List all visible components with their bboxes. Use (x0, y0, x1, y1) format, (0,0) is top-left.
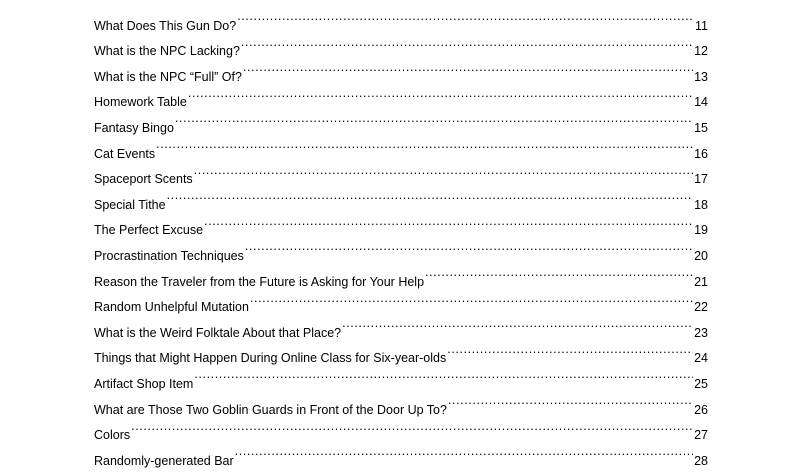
toc-entry-page[interactable]: 24 (694, 351, 708, 366)
toc-entry-title[interactable]: Homework Table (94, 95, 187, 110)
toc-entry-page[interactable]: 12 (694, 44, 708, 59)
toc-dot-leader (156, 132, 693, 158)
toc-dot-leader (250, 286, 693, 312)
toc-entry[interactable] (94, 106, 708, 135)
toc-entry[interactable] (94, 132, 708, 161)
toc-dot-leader (342, 311, 693, 337)
toc-entry-title[interactable]: What is the NPC “Full” Of? (94, 69, 242, 84)
toc-entry-page[interactable]: 16 (694, 146, 708, 161)
toc-entry[interactable] (94, 158, 708, 187)
toc-entry-title[interactable]: Randomly-generated Bar (94, 453, 234, 468)
toc-dot-leader (235, 439, 693, 465)
toc-entry-page[interactable]: 13 (694, 69, 708, 84)
toc-dot-leader (204, 209, 693, 235)
toc-entry-page[interactable]: 17 (694, 172, 708, 187)
toc-entry-title[interactable]: Reason the Traveler from the Future is Asking for Your Help (94, 274, 425, 289)
table-of-contents (94, 4, 708, 468)
toc-entry-page[interactable]: 11 (695, 18, 708, 33)
toc-entry-title[interactable]: Random Unhelpful Mutation (94, 300, 249, 315)
toc-entry-page[interactable]: 21 (694, 274, 708, 289)
toc-dot-leader (243, 55, 693, 81)
toc-entry[interactable] (94, 209, 708, 238)
toc-entry[interactable] (94, 414, 708, 443)
toc-entry[interactable] (94, 4, 708, 33)
toc-entry-page[interactable]: 14 (694, 95, 708, 110)
toc-dot-leader (241, 30, 693, 56)
toc-dot-leader (167, 183, 694, 209)
toc-entry-title[interactable]: What is the NPC Lacking? (94, 44, 240, 59)
toc-dot-leader (194, 158, 693, 184)
toc-entry-title[interactable]: Fantasy Bingo (94, 120, 174, 135)
toc-entry-title[interactable]: Colors (94, 428, 131, 443)
toc-entry-page[interactable]: 27 (694, 428, 708, 443)
toc-dot-leader (425, 260, 693, 286)
toc-entry-page[interactable]: 15 (694, 120, 708, 135)
toc-entry-title[interactable]: Cat Events (94, 146, 156, 161)
toc-dot-leader (447, 337, 693, 363)
toc-entry-title[interactable]: Special Tithe (94, 197, 166, 212)
toc-entry-page[interactable]: 18 (694, 197, 708, 212)
toc-entry-title[interactable]: The Perfect Excuse (94, 223, 204, 238)
toc-entry-title[interactable]: Spaceport Scents (94, 172, 193, 187)
toc-entry-title[interactable]: Artifact Shop Item (94, 376, 194, 391)
toc-entry-page[interactable]: 25 (694, 376, 708, 391)
toc-entry-title[interactable]: Procrastination Techniques (94, 248, 244, 263)
toc-dot-leader (245, 234, 693, 260)
toc-entry[interactable] (94, 439, 708, 468)
toc-entry-page[interactable]: 20 (694, 248, 708, 263)
toc-entry-page[interactable]: 19 (694, 223, 708, 238)
toc-entry-page[interactable]: 22 (694, 300, 708, 315)
toc-entry-page[interactable]: 23 (694, 325, 708, 340)
toc-entry-page[interactable]: 28 (694, 453, 708, 468)
toc-dot-leader (194, 362, 693, 388)
toc-dot-leader (237, 4, 694, 30)
toc-entry-title[interactable]: What are Those Two Goblin Guards in Front of the Door Up To? (94, 402, 447, 417)
toc-dot-leader (131, 414, 693, 440)
toc-dot-leader (448, 388, 693, 414)
toc-entry-title[interactable]: Things that Might Happen During Online Class for Six-year-olds (94, 351, 447, 366)
toc-dot-leader (175, 106, 693, 132)
toc-entry-title[interactable]: What is the Weird Folktale About that Place? (94, 325, 342, 340)
toc-entry-page[interactable]: 26 (694, 402, 708, 417)
toc-entry[interactable] (94, 183, 708, 212)
toc-dot-leader (188, 81, 693, 107)
toc-entry-title[interactable]: What Does This Gun Do? (94, 18, 237, 33)
